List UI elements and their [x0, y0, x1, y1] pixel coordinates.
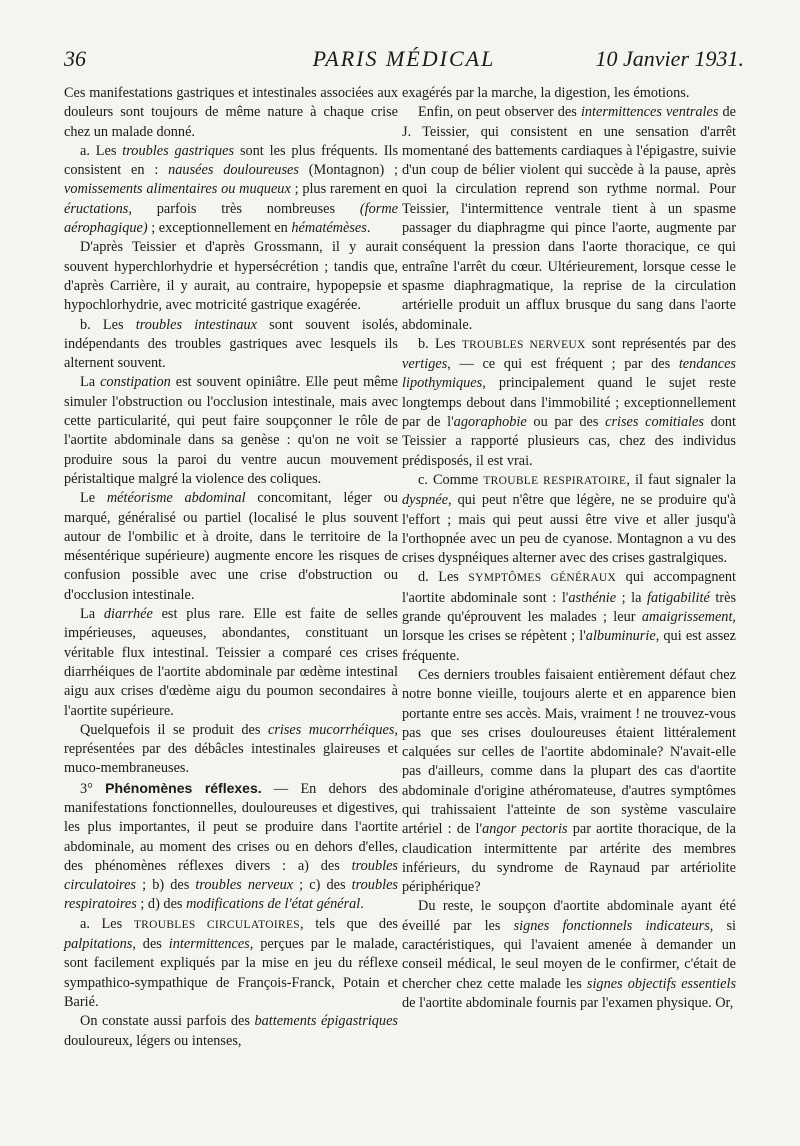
paragraph: c. Comme TROUBLE RESPIRATOIRE, il faut signaler la dyspnée, qui peut n'être que légère, ne se produire qu'à l'effort ; mais qui peut aussi être vive et aller jusqu'à l'orthopnée avec un peu de cyanose. Montagnon a vu des crises dyspnéiques alterner avec des crises gastralgiques. [402, 471, 736, 567]
paragraph: Quelquefois il se produit des crises mucorrhéiques, représentées par des débâcles intestinales glaireuses et muco-membraneuses. [64, 721, 398, 777]
section-heading: Phénomènes réflexes. [105, 779, 262, 796]
paragraph: a. Les troubles gastriques sont les plus fréquents. Ils consistent en : nausées douloureuses (Montagnon) ; vomissements alimentaires ou muqueux ; plus rarement en éructations, parfois très nombreuses (forme aérophagique) ; exceptionnellement en hématémèses. [64, 142, 399, 237]
page-number: 36 [64, 46, 86, 71]
paragraph: Le météorisme abdominal concomitant, léger ou marqué, généralisé ou partiel (localisé le plus souvent autour de l'ombilic et à droite, dans le territoire de la mésentérique supérieure) augmente encore les risques de confusion possible avec une crise d'obstruction ou d'occlusion intestinale. [64, 490, 398, 603]
journal-title: PARIS MÉDICAL [312, 46, 496, 71]
left-column [64, 84, 398, 1051]
paragraph: D'après Teissier et d'après Grossmann, il y aurait souvent hyperchlorhydrie et hypersécrétion ; tandis que, d'après Carrière, il y aurait, au contraire, hypopepsie et hypochlorhydrie, avec motricité gastrique exagérée. [64, 239, 398, 314]
paragraph: Du reste, le soupçon d'aortite abdominale ayant été éveillé par les signes fonctionnels indicateurs, si caractéristiques, qui l'avaient amenée à demander un conseil médical, le seul moyen de le confirmer, c'était de chercher chez cette malade les signes objectifs essentiels de l'aortite abdominale fournis par l'examen physique. Or, [402, 898, 737, 1011]
right-column [402, 84, 736, 1013]
paragraph: b. Les TROUBLES NERVEUX sont représentés par des vertiges, — ce qui est fréquent ; par des tendances lipothymiques, principalement quand le sujet reste longtemps debout dans l'immobilité ; exceptionnellement par de l'agoraphobie ou par des crises comitiales dont Teissier a rapporté plusieurs cas, chez des individus prédisposés, il est vrai. [402, 335, 737, 469]
paragraph: La constipation est souvent opiniâtre. Elle peut même simuler l'obstruction ou l'occlusion intestinale, mais avec cette particularité, qui peut faire soupçonner le rôle de l'aortite abdominale dans sa genèse : qu'on ne voit se produire sous la paroi du ventre aucun mouvement péristaltique malgré la violence des coliques. [64, 374, 399, 487]
section-reflexes: 3° Phénomènes réflexes. — En dehors des manifestations fonctionnelles, douloureuses et digestives, les plus importantes, il peut se produire dans l'aortite abdominale, au moment des crises ou en dehors d'elles, des phénomènes réflexes divers : a) des troubles circulatoires ; b) des troubles nerveux ; c) des troubles respiratoires ; d) des modifications de l'état général. [64, 779, 398, 913]
running-header [64, 44, 744, 74]
paragraph: b. Les troubles intestinaux sont souvent isolés, indépendants des troubles gastriques avec lesquels ils alternent souvent. [64, 316, 398, 372]
paragraph: d. Les SYMPTÔMES GÉNÉRAUX qui accompagnent l'aortite abdominale sont : l'asthénie ; la fatigabilité très grande qu'éprouvent les malades ; leur amaigrissement, lorsque les crises se répètent ; l'albuminurie, qui est assez fréquente. [402, 569, 737, 664]
paragraph: Ces derniers troubles faisaient entièrement défaut chez notre bonne vieille, toujours alerte et en apparence bien portante entre ses accès. Mais, vraiment ! ne trouvez-vous pas que ses crises douloureuses étaient littéralement calquées sur celles de l'aortite abdominale? N'avait-elle pas d'ailleurs, comme dans la plupart des cas d'aortite abdominale d'origine athéromateuse, d'autres symptômes qui trahissaient l'atteinte de son système vasculaire artériel : de l'angor pectoris par aortite thoracique, de la claudication intermittente par artérite des membres inférieurs, du syndrome de Raynaud par artériolite périphérique? [402, 666, 736, 896]
paragraph: La diarrhée est plus rare. Elle est faite de selles impérieuses, aqueuses, abondantes, constituant un véritable flux intestinal. Teissier a comparé ces crises diarrhéiques de l'aortite abdominale par œdème intestinal aigu aux crises d'œdème aigu du poumon secondaires à l'aortite supérieure. [64, 606, 398, 719]
paragraph: On constate aussi parfois des battements épigastriques douloureux, légers ou intenses, [64, 1013, 398, 1049]
paragraph: a. Les TROUBLES CIRCULATOIRES, tels que des palpitations, des intermittences, perçues par le malade, sont facilement expliqués par la mise en jeu du réflexe sympathico-sympathique de François-Franck, Potain et Barié. [64, 915, 398, 1010]
paragraph: Ces manifestations gastriques et intestinales associées aux douleurs sont toujours de même nature à chaque crise chez un malade donné. [64, 85, 398, 140]
issue-date: 10 Janvier 1931. [595, 46, 744, 71]
paragraph: exagérés par la marche, la digestion, les émotions. [402, 85, 690, 101]
paragraph: Enfin, on peut observer des intermittences ventrales de J. Teissier, qui consistent en une sensation d'arrêt momentané des battements cardiaques à l'épigastre, suivie d'un coup de bélier violent qui succède à la pause, après quoi la circulation reprend son rythme normal. Pour Teissier, l'intermittence ventrale tient à un spasme passager du diaphragme qui pince l'aorte, augmente par conséquent la pression dans l'aorte thoracique, ce qui entraîne l'arrêt du cœur. Ultérieurement, lorsque cesse le spasme diaphragmatique, la reprise de la circulation artérielle produit un afflux brusque du sang dans l'aorte abdominale. [402, 104, 736, 333]
